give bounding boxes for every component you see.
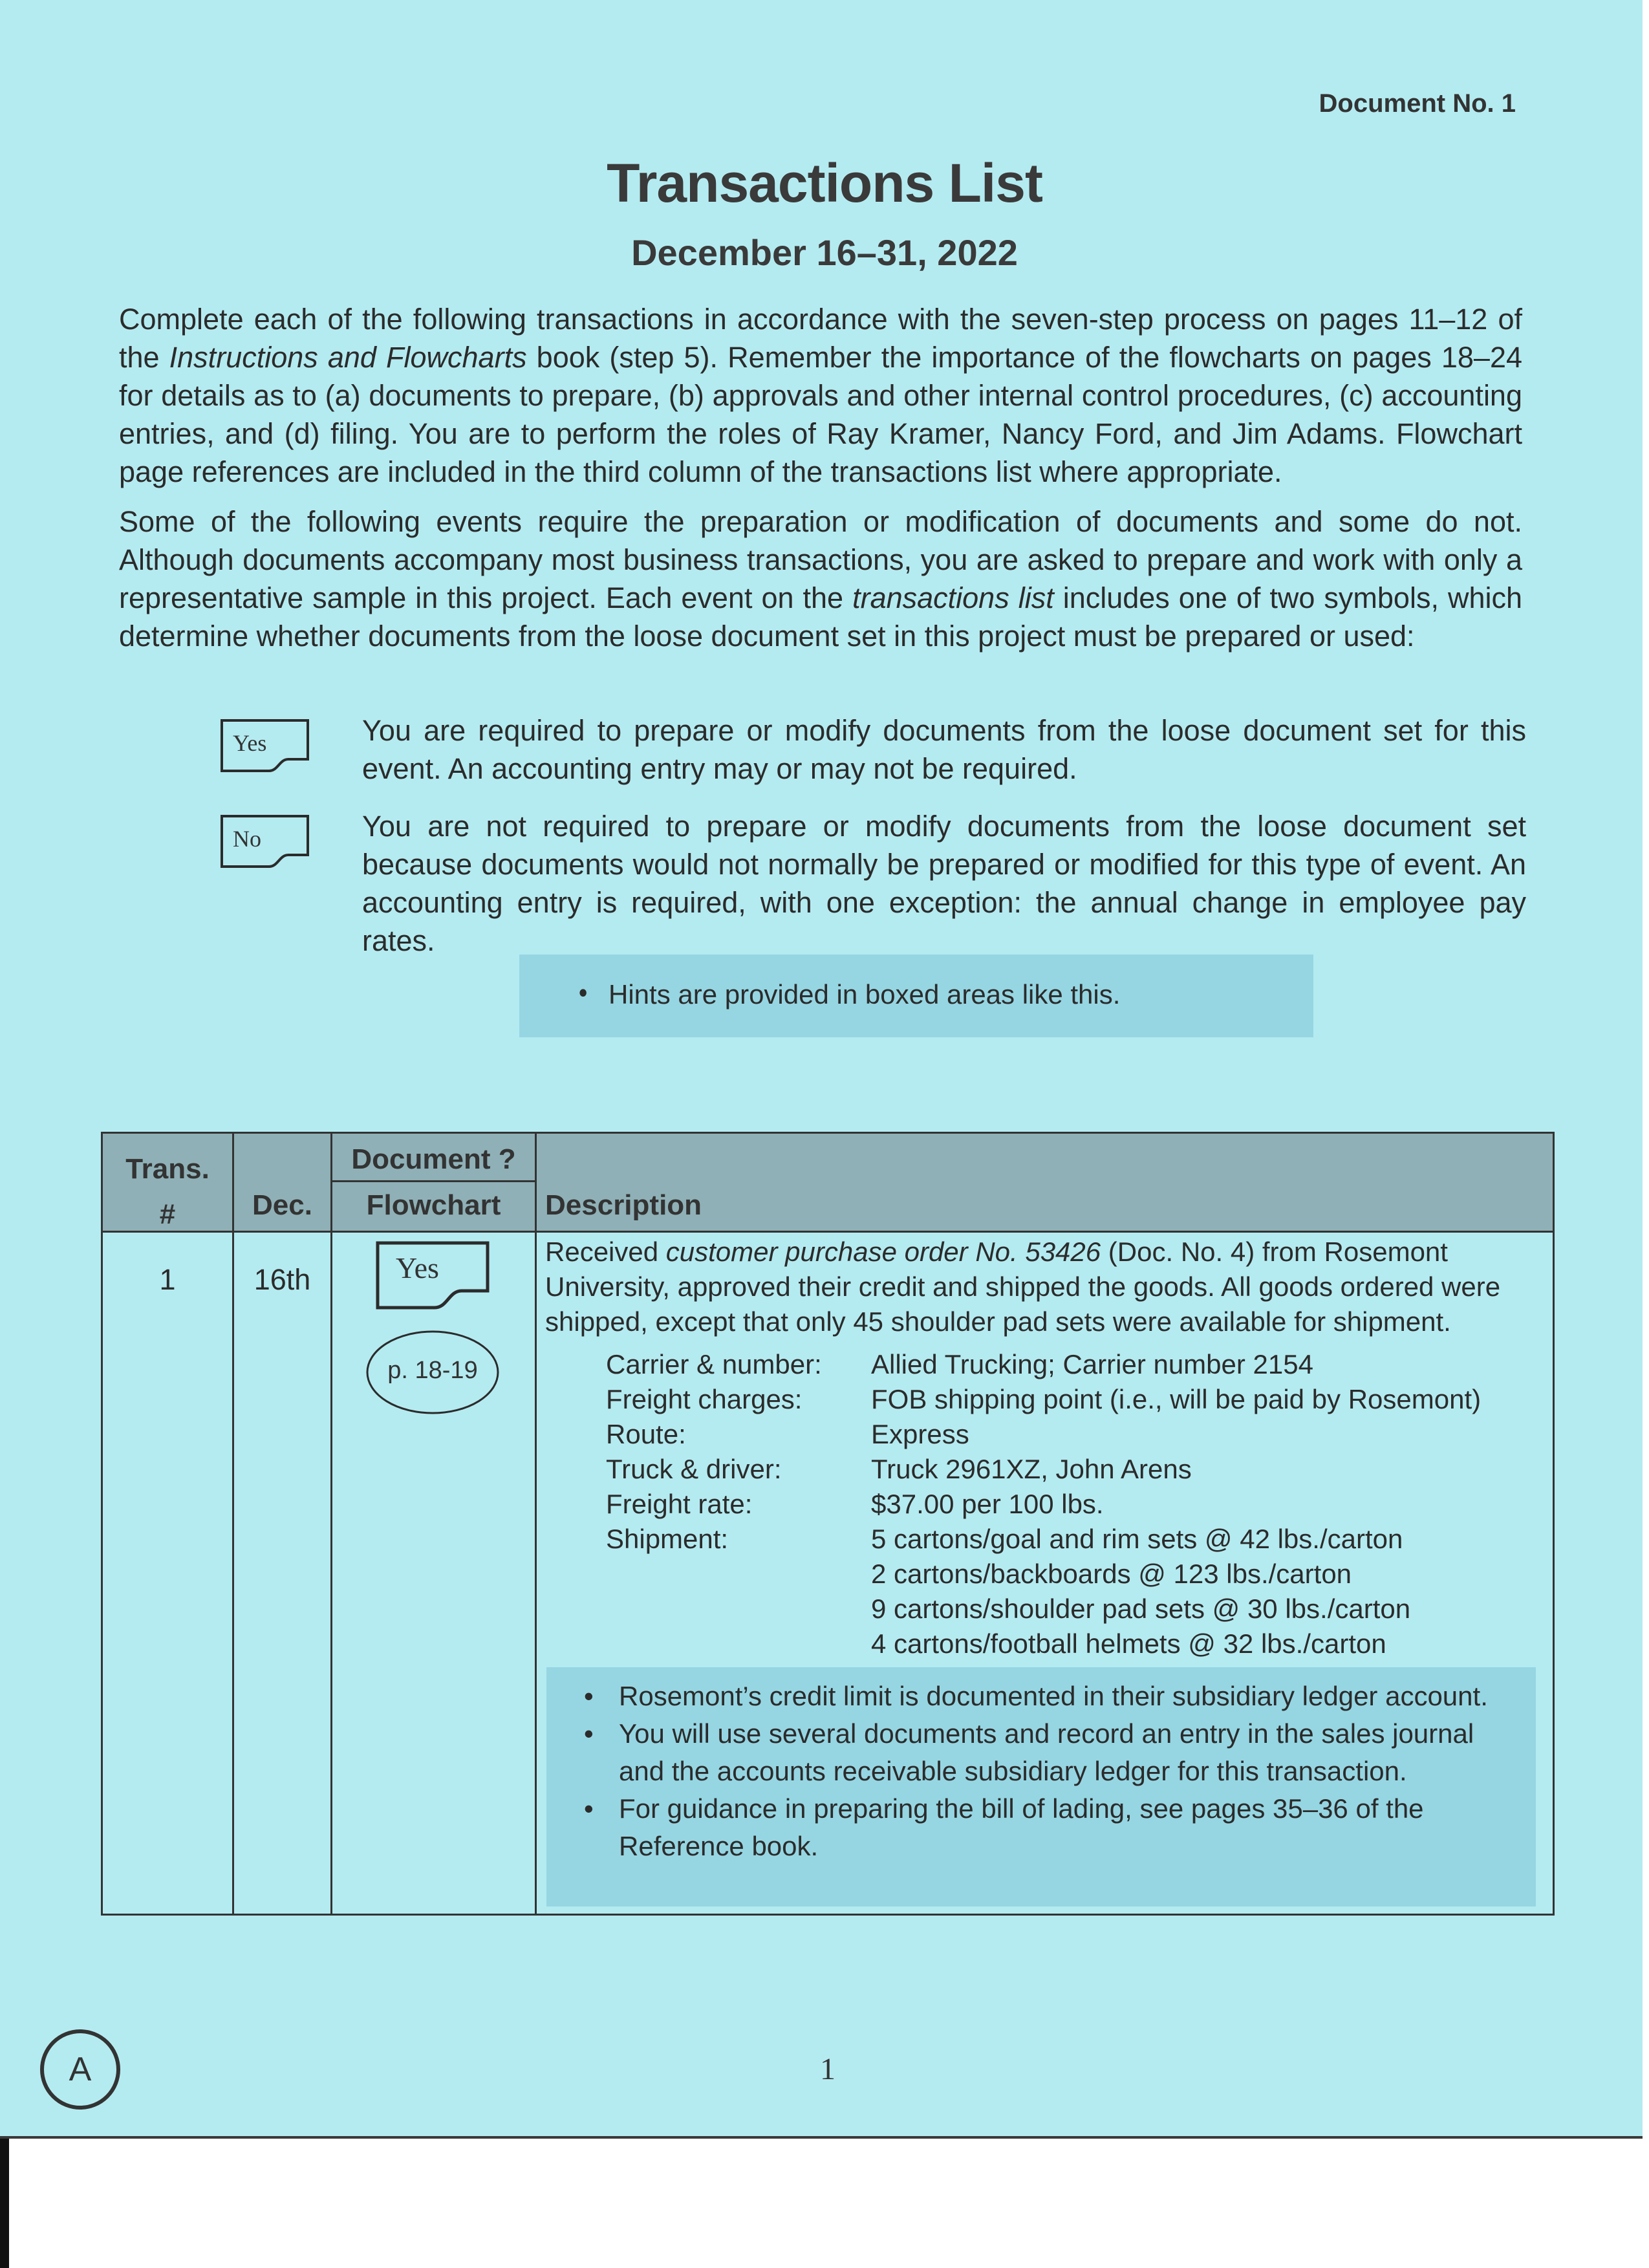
header-divider xyxy=(332,1180,535,1182)
document-number: Document No. 1 xyxy=(1319,89,1516,118)
transaction-description xyxy=(545,1235,1541,1339)
intro-text: includes one of two symbols, which determine whether documents from the loose document set in this project must be prepared or used: xyxy=(119,581,1523,653)
page-number: 1 xyxy=(820,2052,835,2086)
transactions-table xyxy=(101,1132,1555,1916)
flowchart-reference-oval-icon xyxy=(365,1330,500,1415)
transaction-hints-box xyxy=(546,1667,1536,1906)
description-text: (Doc. No. 4) from Rosemont University, approved their credit and shipped the goods. All goods ordered were shipped, except that only 45 shoulder pad sets were available for shipment. xyxy=(545,1237,1501,1337)
intro-text: Some of the following events require the preparation or modification of documents and some do not. Although documents accompany most business transactions, you are asked to prepare and work with only a representative sample in this project. Each event on the xyxy=(119,505,1522,614)
detail-value: Allied Trucking; Carrier number 2154 xyxy=(871,1349,1313,1379)
detail-value: FOB shipping point (i.e., will be paid by Rosemont) xyxy=(871,1384,1482,1414)
detail-value: Express xyxy=(871,1419,969,1449)
detail-value: 2 cartons/backboards @ 123 lbs./carton xyxy=(871,1559,1352,1589)
table-header xyxy=(103,1134,1553,1233)
symbol-description: You are not required to prepare or modify documents from the loose document set because documents would not normally be prepared or modified for this type of event. An accounting entry is required, with one exception: the annual change in employee pay rates. xyxy=(362,810,1526,957)
document-symbol-icon xyxy=(220,814,310,870)
bullet-icon: • xyxy=(576,979,590,1009)
detail-value: Truck 2961XZ, John Arens xyxy=(871,1454,1192,1484)
section-letter-badge: A xyxy=(40,2029,120,2110)
bullet-icon: • xyxy=(584,1718,594,1749)
detail-row xyxy=(606,1417,1537,1452)
transaction-number: 1 xyxy=(159,1263,176,1296)
detail-label: Shipment: xyxy=(606,1524,729,1554)
detail-row xyxy=(606,1487,1537,1522)
hint-text: Hints are provided in boxed areas like this. xyxy=(609,979,1121,1010)
header-trans-line2: # xyxy=(159,1198,176,1230)
transactions-list-term: transactions list xyxy=(852,581,1054,614)
header-document: Document ? xyxy=(351,1143,516,1175)
bullet-icon: • xyxy=(584,1793,594,1824)
hint-text: You will use several documents and record an entry in the sales journal and the accounts receivable subsidiary ledger for this transaction. xyxy=(619,1718,1474,1786)
symbol-label: No xyxy=(233,826,261,852)
detail-row xyxy=(606,1557,1537,1592)
detail-row xyxy=(606,1626,1537,1661)
intro-text: book (step 5). Remember the importance of the flowcharts on pages 18–24 for details as to (a) documents to prepare, (b) approvals and other internal control procedures, (c) accounting entries, and (d) filing. You are to perform the roles of Ray Kramer, Nancy Ford, and Jim Adams. Flowchart page references are included in the third column of the transactions list where appropriate. xyxy=(119,341,1523,488)
detail-label: Truck & driver: xyxy=(606,1454,782,1484)
detail-label: Carrier & number: xyxy=(606,1349,822,1379)
detail-row xyxy=(606,1382,1537,1417)
purchase-order-reference: customer purchase order No. 53426 xyxy=(665,1237,1101,1267)
flowchart-page-reference: p. 18-19 xyxy=(387,1357,478,1384)
detail-value: 5 cartons/goal and rim sets @ 42 lbs./carton xyxy=(871,1524,1403,1554)
detail-value: 9 cartons/shoulder pad sets @ 30 lbs./carton xyxy=(871,1593,1411,1624)
transaction-date: 16th xyxy=(253,1263,311,1296)
intro-text: Complete each of the following transactions in accordance with the seven-step process on pages 11–12 of the xyxy=(119,303,1522,374)
detail-label: Freight rate: xyxy=(606,1489,753,1519)
document-yes-symbol-icon xyxy=(375,1240,491,1312)
page-title: Transactions List xyxy=(607,153,1042,213)
header-description: Description xyxy=(545,1189,702,1221)
document-symbol-icon xyxy=(220,718,310,775)
scan-edge xyxy=(0,2139,9,2268)
bullet-icon: • xyxy=(584,1681,594,1711)
description-text: Received xyxy=(545,1237,666,1267)
detail-value: $37.00 per 100 lbs. xyxy=(871,1489,1104,1519)
detail-row xyxy=(606,1592,1537,1626)
document-required-label: Yes xyxy=(396,1251,439,1284)
detail-row xyxy=(606,1522,1537,1557)
symbol-description: You are required to prepare or modify documents from the loose document set for this event. An accounting entry may or may not be required. xyxy=(362,714,1526,785)
shipment-details xyxy=(606,1347,1537,1661)
hint-item xyxy=(546,1715,1511,1790)
header-flowchart: Flowchart xyxy=(366,1189,501,1221)
hint-item xyxy=(546,1790,1511,1865)
page-subtitle: December 16–31, 2022 xyxy=(631,232,1018,273)
hint-text: For guidance in preparing the bill of lading, see pages 35–36 of the Reference book. xyxy=(619,1793,1424,1861)
detail-row xyxy=(606,1452,1537,1487)
column-divider xyxy=(330,1134,332,1914)
detail-label: Route: xyxy=(606,1419,686,1449)
symbol-label: Yes xyxy=(233,730,267,756)
column-divider xyxy=(232,1134,234,1914)
header-trans-number xyxy=(103,1147,232,1237)
book-title: Instructions and Flowcharts xyxy=(169,341,527,374)
hint-example-box xyxy=(519,955,1313,1037)
detail-label: Freight charges: xyxy=(606,1384,803,1414)
detail-row xyxy=(606,1347,1537,1382)
intro-paragraph-2 xyxy=(119,502,1522,655)
column-divider xyxy=(535,1134,537,1914)
detail-value: 4 cartons/football helmets @ 32 lbs./carton xyxy=(871,1628,1386,1659)
hint-text: Rosemont’s credit limit is documented in their subsidiary ledger account. xyxy=(619,1681,1488,1711)
intro-paragraph-1 xyxy=(119,300,1522,491)
header-trans-line1: Trans. xyxy=(125,1153,210,1185)
header-date: Dec. xyxy=(252,1189,312,1221)
hint-item xyxy=(546,1678,1511,1715)
